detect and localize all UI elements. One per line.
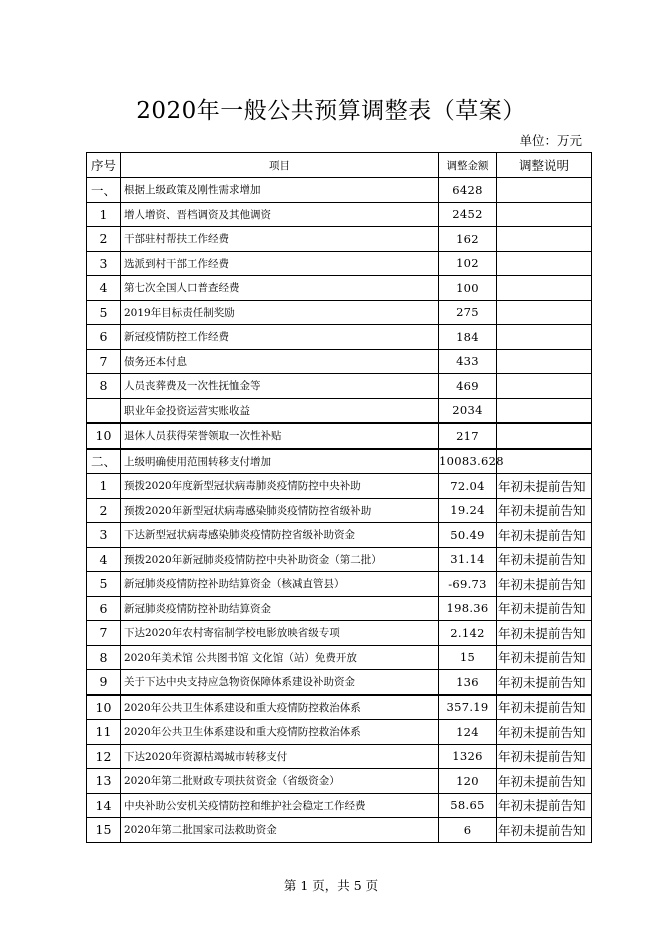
row-number: 6	[87, 325, 121, 350]
row-note	[497, 276, 592, 301]
row-number: 12	[87, 744, 121, 769]
row-item: 2020年第二批财政专项扶贫资金（省级资金）	[121, 769, 439, 794]
row-number: 8	[87, 645, 121, 670]
row-amount: 100	[439, 276, 497, 301]
table-row	[87, 423, 592, 449]
table-row	[87, 202, 592, 227]
row-amount: 124	[439, 720, 497, 745]
row-note	[497, 251, 592, 276]
row-item: 上级明确使用范围转移支付增加	[121, 449, 439, 474]
row-item: 预拨2020年新型冠状病毒感染肺炎疫情防控省级补助	[121, 498, 439, 523]
row-number: 3	[87, 251, 121, 276]
table-row	[87, 596, 592, 621]
row-number: 7	[87, 349, 121, 374]
row-item: 债务还本付息	[121, 349, 439, 374]
row-note: 年初未提前告知	[497, 720, 592, 745]
table-row	[87, 695, 592, 720]
row-item: 第七次全国人口普查经费	[121, 276, 439, 301]
row-item: 2020年公共卫生体系建设和重大疫情防控救治体系	[121, 695, 439, 720]
row-amount: 102	[439, 251, 497, 276]
row-amount: -69.73	[439, 572, 497, 597]
unit-label: 单位：万元	[519, 133, 582, 148]
row-number: 2	[87, 498, 121, 523]
table-row	[87, 645, 592, 670]
row-amount: 2.142	[439, 621, 497, 646]
row-item: 选派到村干部工作经费	[121, 251, 439, 276]
table-header-row	[87, 153, 592, 178]
row-number: 二、	[87, 449, 121, 474]
row-number: 14	[87, 793, 121, 818]
table-row	[87, 178, 592, 203]
row-note	[497, 202, 592, 227]
table-row	[87, 227, 592, 252]
row-note	[497, 449, 592, 474]
row-item: 退休人员获得荣誉领取一次性补贴	[121, 423, 439, 449]
row-item: 人员丧葬费及一次性抚恤金等	[121, 374, 439, 399]
row-item: 新冠疫情防控工作经费	[121, 325, 439, 350]
table-body	[87, 178, 592, 843]
table-row	[87, 276, 592, 301]
table-row	[87, 621, 592, 646]
row-number: 13	[87, 769, 121, 794]
row-number: 5	[87, 300, 121, 325]
row-number: 8	[87, 374, 121, 399]
row-amount: 15	[439, 645, 497, 670]
row-number: 1	[87, 474, 121, 499]
row-amount: 6	[439, 818, 497, 843]
row-amount: 357.19	[439, 695, 497, 720]
row-amount: 275	[439, 300, 497, 325]
row-note: 年初未提前告知	[497, 645, 592, 670]
table-row	[87, 769, 592, 794]
table-row	[87, 398, 592, 423]
row-note: 年初未提前告知	[497, 596, 592, 621]
row-number: 4	[87, 547, 121, 572]
table-row	[87, 572, 592, 597]
table-row	[87, 523, 592, 548]
row-amount: 136	[439, 670, 497, 695]
table-row	[87, 349, 592, 374]
header-no: 序号	[87, 153, 121, 178]
row-amount: 58.65	[439, 793, 497, 818]
header-item: 项目	[121, 153, 439, 178]
header-amount: 调整金额	[439, 153, 497, 178]
row-number: 3	[87, 523, 121, 548]
row-item: 下达2020年农村寄宿制学校电影放映省级专项	[121, 621, 439, 646]
row-note: 年初未提前告知	[497, 523, 592, 548]
row-note	[497, 178, 592, 203]
row-amount: 184	[439, 325, 497, 350]
table-row	[87, 374, 592, 399]
row-note	[497, 227, 592, 252]
row-amount: 198.36	[439, 596, 497, 621]
row-number: 15	[87, 818, 121, 843]
row-note: 年初未提前告知	[497, 670, 592, 695]
table-row	[87, 720, 592, 745]
table-row	[87, 547, 592, 572]
row-note: 年初未提前告知	[497, 769, 592, 794]
row-amount: 19.24	[439, 498, 497, 523]
row-note	[497, 300, 592, 325]
header-note: 调整说明	[497, 153, 592, 178]
row-amount: 469	[439, 374, 497, 399]
row-note: 年初未提前告知	[497, 547, 592, 572]
table-row	[87, 251, 592, 276]
row-number: 10	[87, 695, 121, 720]
row-number	[87, 398, 121, 423]
row-note: 年初未提前告知	[497, 621, 592, 646]
row-item: 预拨2020年度新型冠状病毒肺炎疫情防控中央补助	[121, 474, 439, 499]
page-title: 2020年一般公共预算调整表（草案）	[136, 98, 526, 124]
row-amount: 6428	[439, 178, 497, 203]
row-note: 年初未提前告知	[497, 818, 592, 843]
row-amount: 1326	[439, 744, 497, 769]
row-note: 年初未提前告知	[497, 498, 592, 523]
row-note	[497, 423, 592, 449]
table-row	[87, 325, 592, 350]
row-note	[497, 398, 592, 423]
row-item: 下达2020年资源枯竭城市转移支付	[121, 744, 439, 769]
row-number: 4	[87, 276, 121, 301]
row-amount: 2452	[439, 202, 497, 227]
row-number: 2	[87, 227, 121, 252]
row-item: 2020年第二批国家司法救助资金	[121, 818, 439, 843]
budget-table	[86, 152, 592, 843]
row-amount: 10083.628	[439, 449, 497, 474]
row-number: 10	[87, 423, 121, 449]
row-note	[497, 349, 592, 374]
row-item: 预拨2020年新冠肺炎疫情防控中央补助资金（第二批）	[121, 547, 439, 572]
row-amount: 433	[439, 349, 497, 374]
table-row	[87, 744, 592, 769]
row-note	[497, 374, 592, 399]
row-number: 11	[87, 720, 121, 745]
row-amount: 72.04	[439, 474, 497, 499]
table-row	[87, 474, 592, 499]
row-item: 中央补助公安机关疫情防控和维护社会稳定工作经费	[121, 793, 439, 818]
row-amount: 31.14	[439, 547, 497, 572]
row-note	[497, 325, 592, 350]
row-amount: 217	[439, 423, 497, 449]
row-item: 2019年目标责任制奖励	[121, 300, 439, 325]
row-item: 关于下达中央支持应急物资保障体系建设补助资金	[121, 670, 439, 695]
table-row	[87, 793, 592, 818]
row-amount: 50.49	[439, 523, 497, 548]
row-item: 新冠肺炎疫情防控补助结算资金	[121, 596, 439, 621]
table-row	[87, 449, 592, 474]
row-note: 年初未提前告知	[497, 793, 592, 818]
row-note: 年初未提前告知	[497, 695, 592, 720]
page-footer: 第 1 页，共 5 页	[283, 878, 379, 893]
row-item: 干部驻村帮扶工作经费	[121, 227, 439, 252]
row-number: 5	[87, 572, 121, 597]
table-row	[87, 498, 592, 523]
row-item: 根据上级政策及刚性需求增加	[121, 178, 439, 203]
row-note: 年初未提前告知	[497, 744, 592, 769]
row-number: 9	[87, 670, 121, 695]
row-item: 增人增资、晋档调资及其他调资	[121, 202, 439, 227]
row-number: 7	[87, 621, 121, 646]
row-item: 新冠肺炎疫情防控补助结算资金（核减直管县）	[121, 572, 439, 597]
row-number: 6	[87, 596, 121, 621]
row-number: 1	[87, 202, 121, 227]
row-number: 一、	[87, 178, 121, 203]
row-amount: 162	[439, 227, 497, 252]
row-note: 年初未提前告知	[497, 572, 592, 597]
row-amount: 2034	[439, 398, 497, 423]
row-item: 2020年公共卫生体系建设和重大疫情防控救治体系	[121, 720, 439, 745]
table-row	[87, 670, 592, 695]
row-item: 下达新型冠状病毒感染肺炎疫情防控省级补助资金	[121, 523, 439, 548]
table-row	[87, 818, 592, 843]
row-amount: 120	[439, 769, 497, 794]
row-note: 年初未提前告知	[497, 474, 592, 499]
row-item: 2020年美术馆 公共图书馆 文化馆（站）免费开放	[121, 645, 439, 670]
row-item: 职业年金投资运营实账收益	[121, 398, 439, 423]
table-row	[87, 300, 592, 325]
